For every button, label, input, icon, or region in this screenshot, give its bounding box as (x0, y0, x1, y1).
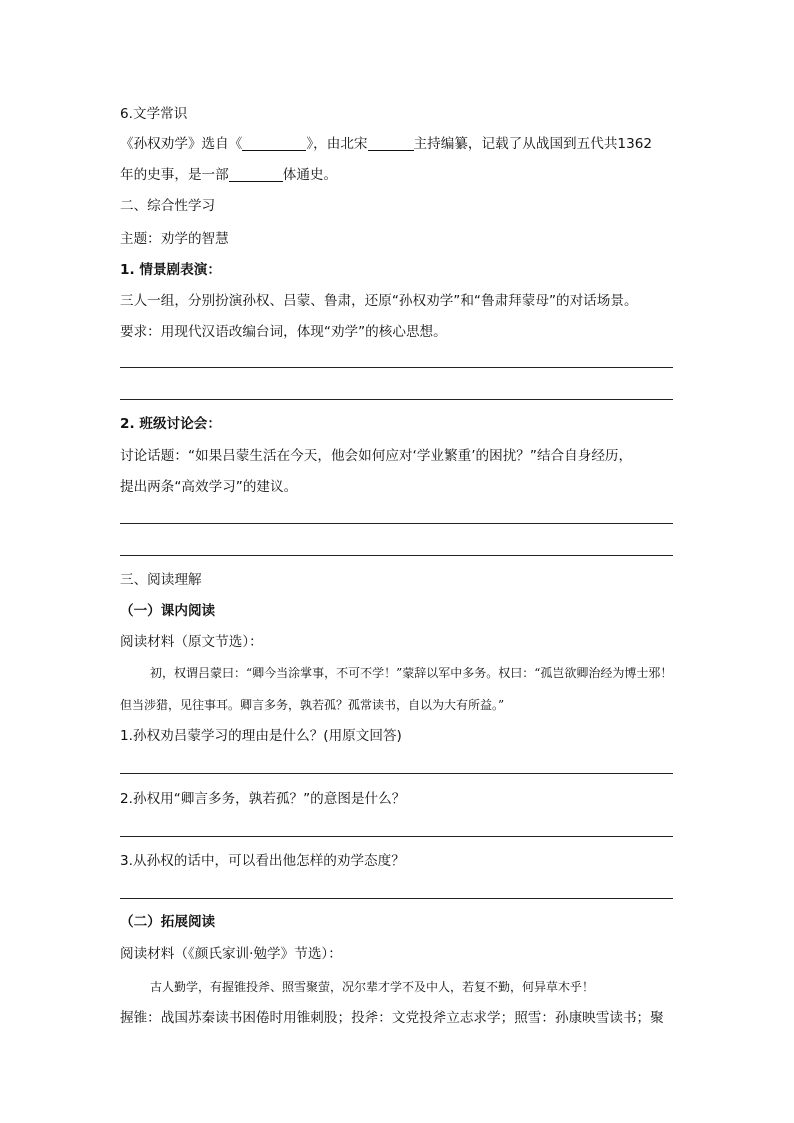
part-3-heading: 三、阅读理解 (120, 572, 202, 588)
question-3: 3.从孙权的话中，可以看出他怎样的劝学态度？ (120, 853, 405, 869)
theme-line: 主题：劝学的智慧 (120, 231, 229, 247)
material-2-text: 古人勤学，有握锥投斧、照雪聚萤，况尔辈才学不及中人，若复不勤，何异草木乎！ (150, 980, 595, 994)
literature-line-1 (120, 134, 652, 154)
part-2-heading: 二、综合性学习 (120, 198, 216, 214)
task-1-description: 三人一组，分别扮演孙权、吕蒙、鲁肃，还原“孙权劝学”和“鲁肃拜蒙母”的对话场景。 (120, 293, 638, 309)
literature-text-c: 主持编纂，记载了从战国到五代共1362 (413, 136, 653, 152)
task-2-topic-cont: 提出两条“高效学习”的建议。 (120, 479, 298, 495)
blank-genre[interactable] (229, 167, 283, 182)
answer-line[interactable] (120, 523, 673, 524)
material-1-text: 初，权谓吕蒙曰：“卿今当涂掌事，不可不学！”蒙辞以军中多务。权曰：“孤岂欲卿治经为博士邪！但当涉猎，见往事耳。卿言多务，孰若孤？孤常读书，自以为大有所益。” (120, 666, 673, 712)
section-6-title: 6.文学常识 (120, 106, 188, 122)
question-1: 1.孙权劝吕蒙学习的理由是什么？(用原文回答) (120, 728, 402, 744)
answer-line[interactable] (120, 399, 673, 400)
subsection-2-title: （二）拓展阅读 (120, 914, 216, 930)
material-2-label: 阅读材料（《颜氏家训·勉学》节选）： (120, 946, 342, 962)
task-1-title: 1. 情景剧表演： (120, 262, 221, 278)
literature-text-d: 年的史事，是一部 (120, 167, 229, 183)
literature-text-e: 体通史。 (282, 167, 338, 183)
blank-source-book[interactable] (242, 136, 306, 151)
literature-text-a: 《孙权劝学》选自《 (120, 136, 243, 152)
task-2-topic: 讨论话题：“如果吕蒙生活在今天，他会如何应对‘学业繁重’的困扰？”结合自身经历， (120, 448, 633, 464)
task-2-title: 2. 班级讨论会： (120, 416, 221, 432)
task-1-requirement: 要求：用现代汉语改编台词，体现“劝学”的核心思想。 (120, 324, 447, 340)
annotation-note: 握锥：战国苏秦读书困倦时用锥刺股；投斧：文党投斧立志求学；照雪：孙康映雪读书；聚 (120, 1010, 664, 1026)
answer-line[interactable] (120, 898, 673, 899)
answer-line[interactable] (120, 555, 673, 556)
literature-line-2 (120, 165, 337, 185)
subsection-1-title: （一）课内阅读 (120, 603, 216, 619)
answer-line[interactable] (120, 367, 673, 368)
question-2: 2.孙权用“卿言多务，孰若孤？”的意图是什么？ (120, 791, 406, 807)
material-1-label: 阅读材料（原文节选）： (120, 634, 263, 650)
answer-line[interactable] (120, 836, 673, 837)
literature-text-b: 》，由北宋 (306, 136, 368, 152)
answer-line[interactable] (120, 773, 673, 774)
material-1-passage (120, 657, 680, 721)
blank-compiler[interactable] (368, 136, 414, 151)
